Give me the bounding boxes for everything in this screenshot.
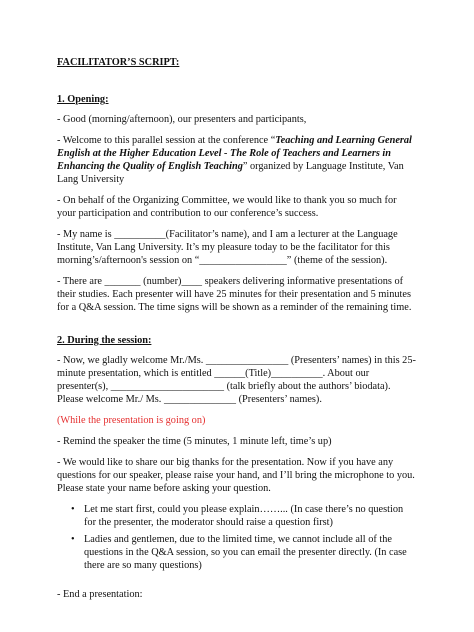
paragraph-introduction: - My name is __________(Facilitator’s name), and I am a lecturer at the Language Institute, Van Lang University. It’s my pleasure today to be the facilitator for this morning’s/afternoon's session on “_________________” (theme of the session). — [57, 229, 398, 266]
paragraph-questions: - We would like to share our big thanks for the presentation. Now if you have any questions for our speaker, please raise your hand, and I’ll bring the microphone to you. Please state your name before asking your question. — [57, 457, 415, 494]
bullet-list — [57, 503, 416, 572]
document-title: FACILITATOR’S SCRIPT: — [57, 57, 180, 68]
paragraph-speakers: - There are _______ (number)____ speakers delivering informative presentations of their studies. Each presenter will have 25 minutes for their presentation and 5 minutes for a Q&A session. The time signs will be shown as a reminder of the remaining time. — [57, 276, 412, 313]
list-item: • Ladies and gentlemen, due to the limited time, we cannot include all of the questions in the Q&A session, so you can email the presenter directly. (In case there are so many questions) — [84, 533, 416, 572]
stage-note-red: (While the presentation is going on) — [57, 415, 206, 426]
section-heading-opening: 1. Opening: — [57, 94, 109, 105]
section-heading-during-session: 2. During the session: — [57, 335, 152, 346]
paragraph-welcome — [57, 134, 416, 186]
welcome-text-pre: - Welcome to this parallel session at the conference “ — [57, 135, 276, 146]
paragraph-greeting: - Good (morning/afternoon), our presenters and participants, — [57, 114, 307, 125]
welcome-text-post: ” organized by Language Institute, Van Lang University — [57, 161, 404, 185]
paragraph-end-presentation: - End a presentation: — [57, 589, 143, 600]
paragraph-remind-time: - Remind the speaker the time (5 minutes, 1 minute left, time’s up) — [57, 436, 332, 447]
paragraph-thanks: - On behalf of the Organizing Committee, we would like to thank you so much for your participation and contribution to our conference’s success. — [57, 195, 397, 219]
conference-title: Teaching and Learning General English at the Higher Education Level - The Role of Teachers and Learners in Enhancing the Quality of English Teaching — [57, 135, 412, 172]
paragraph-welcome-presenter: - Now, we gladly welcome Mr./Ms. ________________ (Presenters’ names) in this 25-minute presentation, which is entitled ______(Title)__________. About our presenter(s), ______________________ (talk briefly about the authors’ biodata). Please welcome Mr./ Ms. ______________ (Presenters’ names). — [57, 355, 416, 405]
list-item: • Let me start first, could you please explain……... (In case there’s no question for the presenter, the moderator should raise a question first) — [84, 503, 416, 529]
